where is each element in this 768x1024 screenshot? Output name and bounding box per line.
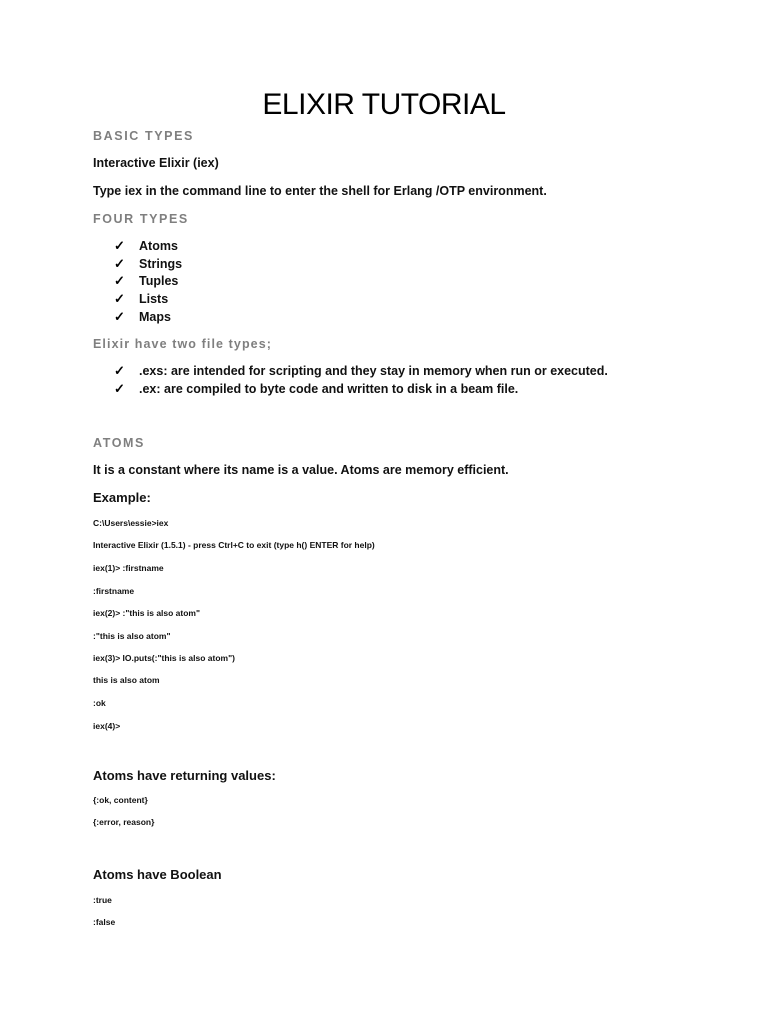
check-mark-icon: ✓	[114, 309, 125, 324]
code-line: :false	[93, 917, 116, 927]
check-mark-icon: ✓	[114, 363, 125, 378]
heading-four-types: FOUR TYPES	[93, 212, 189, 226]
boolean-heading: Atoms have Boolean	[93, 867, 222, 882]
page-title: ELIXIR TUTORIAL	[262, 88, 506, 121]
code-line: :ok	[93, 698, 106, 708]
check-mark-icon: ✓	[114, 256, 125, 271]
iex-instructions-line: Type iex in the command line to enter the shell for Erlang /OTP environment.	[93, 184, 547, 198]
list-item: ✓ Tuples	[114, 273, 179, 288]
code-line: :"this is also atom"	[93, 631, 171, 641]
code-line: :firstname	[93, 586, 135, 596]
list-item: ✓ Atoms	[114, 238, 178, 253]
check-mark-icon: ✓	[114, 381, 125, 396]
code-line: Interactive Elixir (1.5.1) - press Ctrl+C to exit (type h() ENTER for help)	[93, 540, 375, 550]
code-line: iex(1)> :firstname	[93, 563, 164, 573]
check-mark-icon: ✓	[114, 291, 125, 306]
code-line: iex(2)> :"this is also atom"	[93, 608, 201, 618]
code-line: this is also atom	[93, 675, 160, 685]
list-item: ✓ .ex: are compiled to byte code and written to disk in a beam file.	[114, 381, 519, 396]
list-item: ✓ Maps	[114, 309, 171, 324]
heading-atoms: ATOMS	[93, 436, 145, 450]
code-line: {:error, reason}	[93, 817, 155, 827]
list-item: ✓ .exs: are intended for scripting and they stay in memory when run or executed.	[114, 363, 608, 378]
list-item: ✓ Strings	[114, 256, 183, 271]
heading-basic-types: BASIC TYPES	[93, 129, 194, 143]
returning-values-heading: Atoms have returning values:	[93, 768, 276, 783]
code-line: iex(3)> IO.puts(:"this is also atom")	[93, 653, 235, 663]
list-item: ✓ Lists	[114, 291, 169, 306]
code-line: {:ok, content}	[93, 795, 148, 805]
heading-file-types: Elixir have two file types;	[93, 337, 273, 351]
interactive-elixir-line: Interactive Elixir (iex)	[93, 156, 219, 170]
example-label: Example:	[93, 490, 151, 505]
code-line: iex(4)>	[93, 721, 121, 731]
code-line: :true	[93, 895, 112, 905]
code-line: C:\Users\essie>iex	[93, 518, 169, 528]
check-mark-icon: ✓	[114, 273, 125, 288]
atoms-description: It is a constant where its name is a value. Atoms are memory efficient.	[93, 463, 509, 477]
check-mark-icon: ✓	[114, 238, 125, 253]
